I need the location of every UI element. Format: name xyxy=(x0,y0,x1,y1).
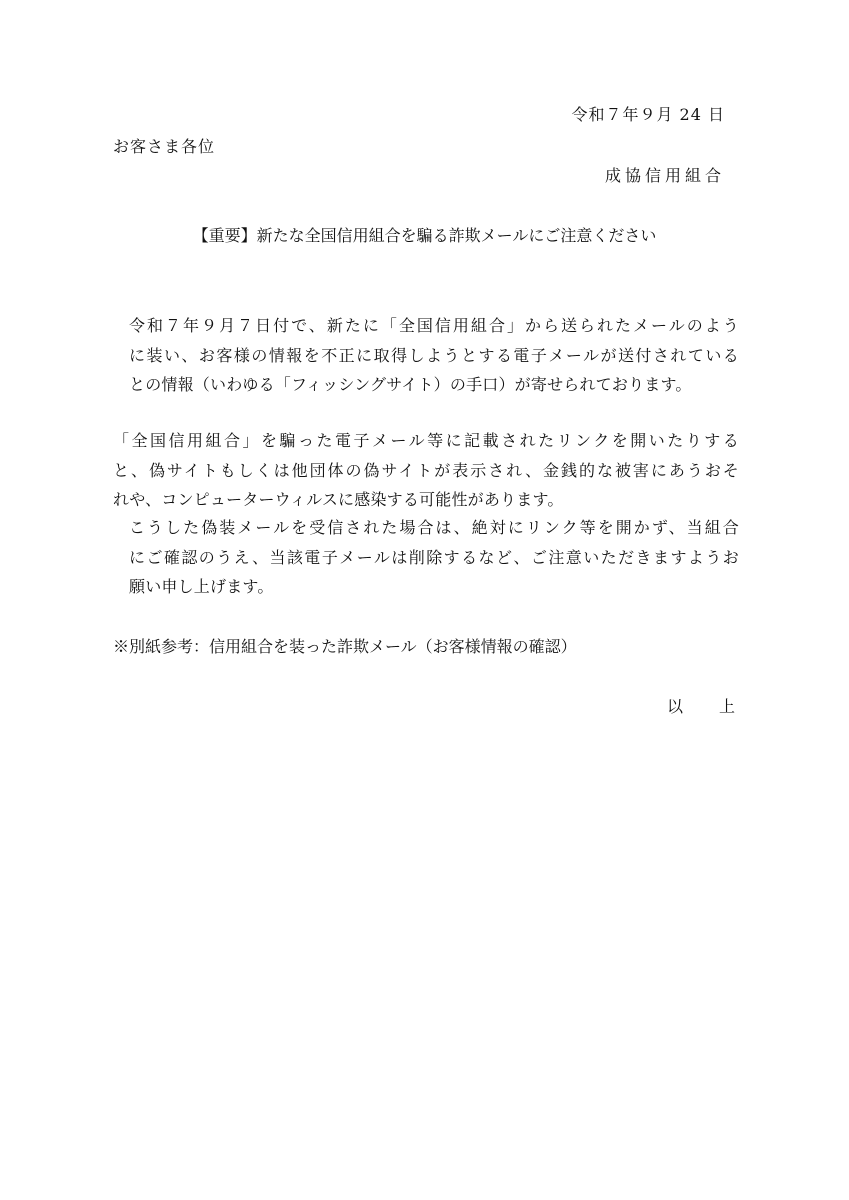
body-paragraph-1 xyxy=(113,311,739,400)
paragraph-line: との情報（いわゆる「フィッシングサイト）の手口）が寄せられております。 xyxy=(129,375,692,394)
paragraph-line: こうした偽装メールを受信された場合は、絶対にリンク等を開かず、当組合 xyxy=(129,518,739,537)
reference-note: ※別紙参考：信用組合を装った詐欺メール（お客様情報の確認） xyxy=(113,637,577,656)
document-title: 【重要】新たな全国信用組合を騙る詐欺メールにご注意ください xyxy=(192,226,657,245)
closing-mark: 以上 xyxy=(666,697,771,716)
recipient-line: お客さま各位 xyxy=(113,137,216,156)
sender-name: 成協信用組合 xyxy=(604,166,725,185)
body-paragraph-2 xyxy=(113,426,739,515)
paragraph-line: にご確認のうえ、当該電子メールは削除するなど、ご注意いただきますようお xyxy=(129,547,739,567)
paragraph-line: れや、コンピューターウィルスに感染する可能性があります。 xyxy=(113,490,564,509)
paragraph-line: と、偽サイトもしくは他団体の偽サイトが表示され、金銭的な被害にあうおそ xyxy=(113,460,739,480)
paragraph-line: に装い、お客様の情報を不正に取得しようとする電子メールが送付されている xyxy=(129,345,739,365)
body-paragraph-3 xyxy=(113,513,739,602)
paragraph-line: 「全国信用組合」を騙った電子メール等に記載されたリンクを開いたりする xyxy=(113,431,739,450)
paragraph-line: 願い申し上げます。 xyxy=(129,577,274,596)
paragraph-line: 令和７年９月７日付で、新たに「全国信用組合」から送られたメールのよう xyxy=(129,316,739,335)
document-date: 令和７年９月 24 日 xyxy=(571,105,725,124)
